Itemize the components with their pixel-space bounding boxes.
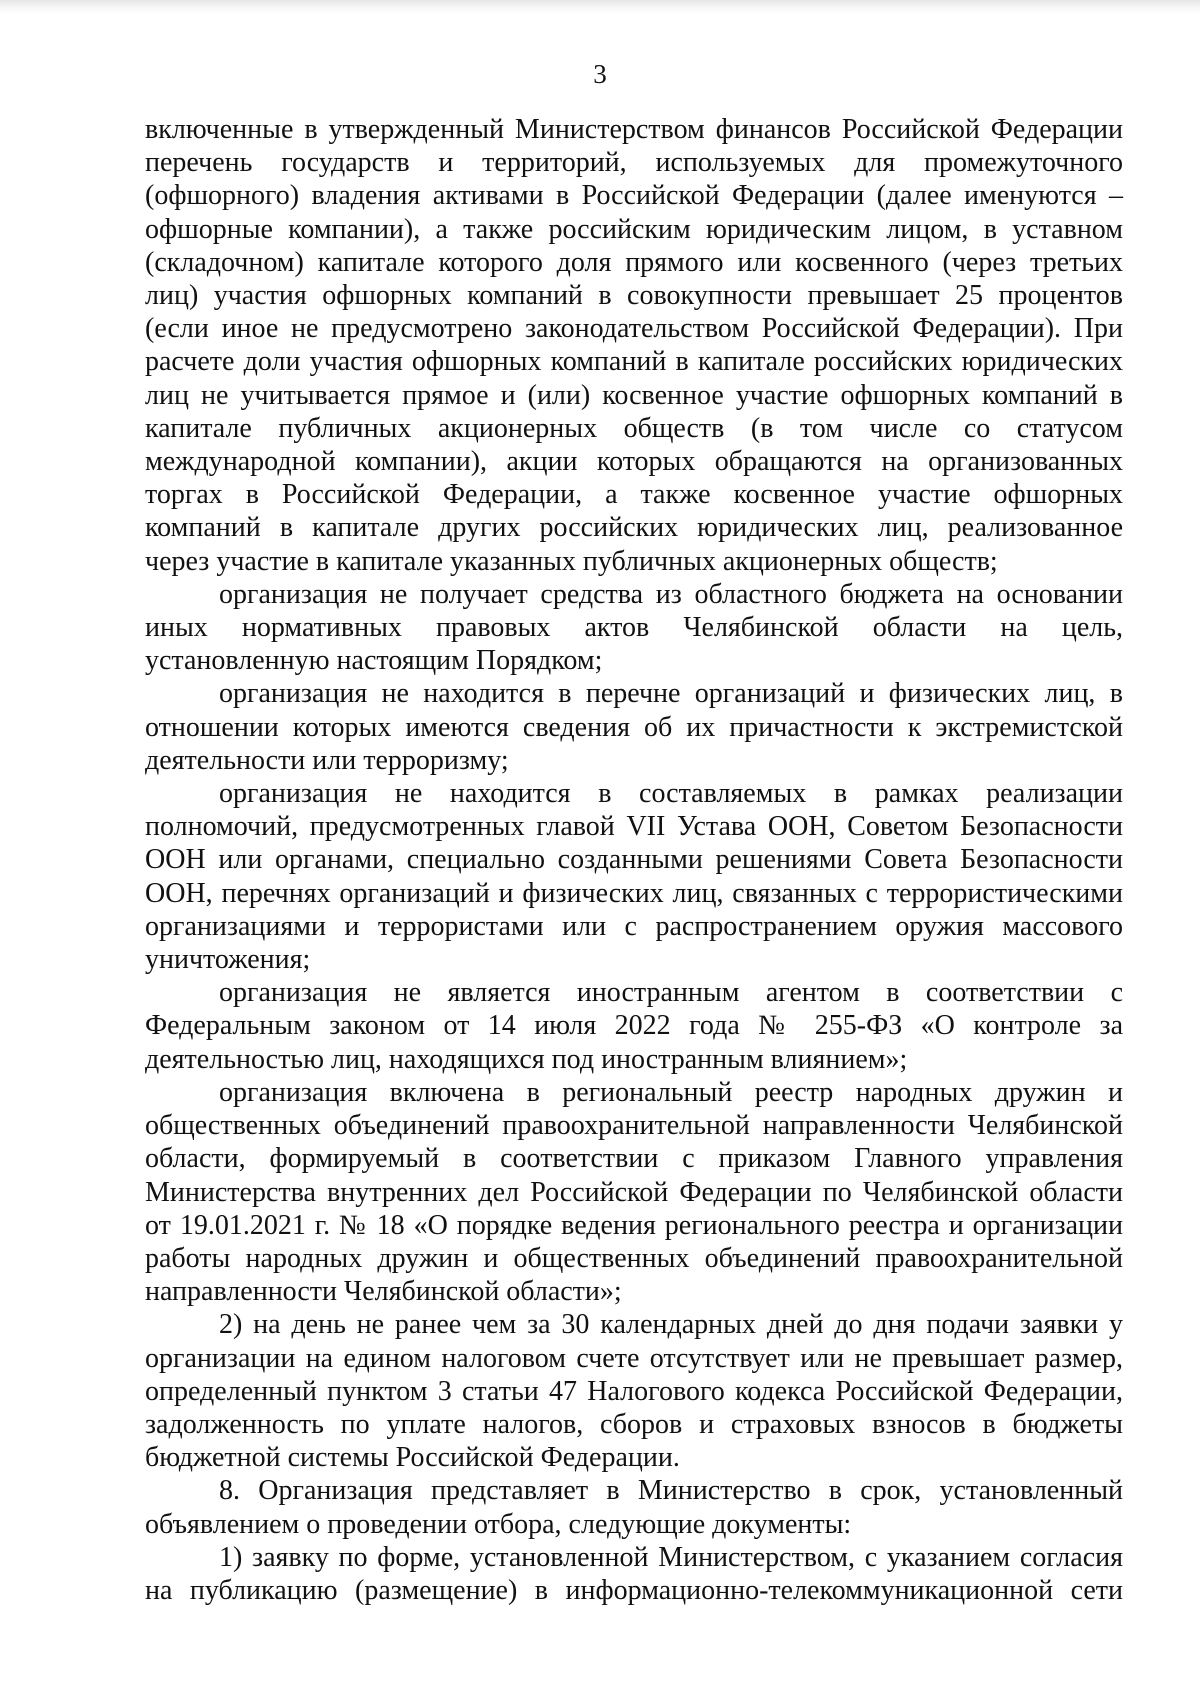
- text-line: международной компании), акции которых обращаются на организованных: [145, 446, 1123, 478]
- text-line: деятельностью лиц, находящихся под иностранным влиянием»;: [145, 1043, 908, 1075]
- text-line: компаний в капитале других российских юридических лиц, реализованное: [145, 512, 1123, 544]
- text-line: области, формируемый в соответствии с приказом Главного управления: [145, 1143, 1123, 1175]
- text-line: (складочном) капитале которого доля прямого или косвенного (через третьих: [145, 246, 1123, 278]
- text-line: задолженность по уплате налогов, сборов и страховых взносов в бюджеты: [145, 1408, 1123, 1440]
- text-line: установленную настоящим Порядком;: [145, 645, 603, 677]
- text-line: организация не является иностранным агентом в соответствии с: [219, 977, 1123, 1009]
- text-line: лиц не учитывается прямое и (или) косвенное участие офшорных компаний в: [145, 379, 1123, 411]
- text-line: отношении которых имеются сведения об их причастности к экстремистской: [145, 711, 1123, 743]
- text-line: торгах в Российской Федерации, а также косвенное участие офшорных: [145, 479, 1123, 511]
- text-line: уничтожения;: [145, 944, 311, 976]
- text-line: организации на едином налоговом счете отсутствует или не превышает размер,: [145, 1342, 1123, 1374]
- paragraph: [145, 113, 1123, 578]
- text-line: иных нормативных правовых актов Челябинской области на цель,: [145, 612, 1123, 644]
- text-line: Министерства внутренних дел Российской Федерации по Челябинской области: [145, 1176, 1123, 1208]
- text-line: деятельности или терроризму;: [145, 744, 509, 776]
- text-line: организация не находится в перечне организаций и физических лиц, в: [219, 678, 1123, 710]
- text-line: расчете доли участия офшорных компаний в капитале российских юридических: [145, 346, 1123, 378]
- text-line: Федеральным законом от 14 июля 2022 года № 255-ФЗ «О контроле за: [145, 1010, 1123, 1042]
- text-line: перечень государств и территорий, используемых для промежуточного: [145, 147, 1123, 179]
- text-line: (офшорного) владения активами в Российской Федерации (далее именуются –: [145, 180, 1123, 212]
- text-line: офшорные компании), а также российским юридическим лицом, в уставном: [145, 213, 1123, 245]
- text-line: объявлением о проведении отбора, следующие документы:: [145, 1508, 852, 1540]
- text-line: полномочий, предусмотренных главой VII Устава ООН, Советом Безопасности: [145, 811, 1123, 843]
- text-line: включенные в утвержденный Министерством финансов Российской Федерации: [145, 114, 1123, 145]
- text-line: организация не получает средства из областного бюджета на основании: [219, 578, 1123, 610]
- paragraph: [145, 1541, 1123, 1607]
- text-line: общественных объединений правоохранительной направленности Челябинской: [145, 1110, 1123, 1142]
- text-line: 1) заявку по форме, установленной Министерством, с указанием согласия: [219, 1541, 1123, 1573]
- text-line: организация не находится в составляемых в рамках реализации: [219, 778, 1123, 810]
- text-line: направленности Челябинской области»;: [145, 1276, 622, 1308]
- text-line: организация включена в региональный реестр народных дружин и: [219, 1076, 1123, 1108]
- text-line: ООН, перечнях организаций и физических лиц, связанных с террористическими: [145, 877, 1123, 909]
- text-line: через участие в капитале указанных публичных акционерных обществ;: [145, 545, 998, 577]
- paragraph: [145, 976, 1123, 1076]
- paragraph: [145, 578, 1123, 678]
- text-line: от 19.01.2021 г. № 18 «О порядке ведения регионального реестра и организации: [145, 1209, 1123, 1241]
- page-number: 3: [593, 59, 607, 89]
- document-body-text: [145, 113, 1123, 1607]
- text-line: работы народных дружин и общественных объединений правоохранительной: [145, 1242, 1123, 1274]
- text-line: организациями и террористами или с распространением оружия массового: [145, 910, 1123, 942]
- text-line: 2) на день не ранее чем за 30 календарных дней до дня подачи заявки у: [219, 1309, 1123, 1341]
- text-line: определенный пунктом 3 статьи 47 Налогового кодекса Российской Федерации,: [145, 1375, 1123, 1407]
- text-line: капитале публичных акционерных обществ (в том числе со статусом: [145, 412, 1123, 444]
- text-line: на публикацию (размещение) в информационно-телекоммуникационной сети: [145, 1574, 1123, 1606]
- paragraph: [145, 1076, 1123, 1308]
- paragraph: [145, 1474, 1123, 1540]
- text-line: 8. Организация представляет в Министерство в срок, установленный: [219, 1475, 1123, 1507]
- text-line: ООН или органами, специально созданными решениями Совета Безопасности: [145, 844, 1123, 876]
- text-line: бюджетной системы Российской Федерации.: [145, 1442, 680, 1474]
- paragraph: [145, 677, 1123, 777]
- text-line: (если иное не предусмотрено законодательством Российской Федерации). При: [145, 313, 1123, 345]
- paragraph: [145, 777, 1123, 976]
- paragraph: [145, 1308, 1123, 1474]
- text-line: лиц) участия офшорных компаний в совокупности превышает 25 процентов: [145, 280, 1123, 312]
